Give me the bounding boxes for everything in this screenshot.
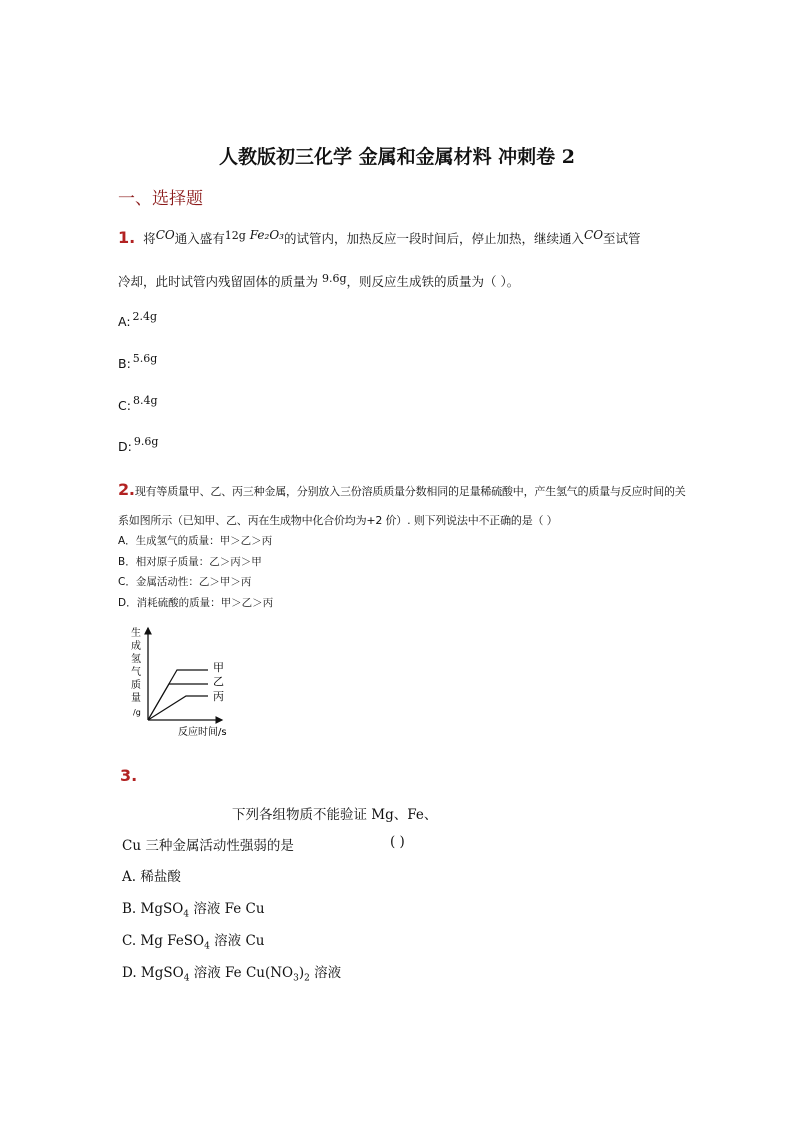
question-1-option-b: B: 5.6g <box>118 352 158 371</box>
question-1-line-1: 1. 将CO通入盛有12g Fe₂O₃的试管内，加热反应一段时间后，停止加热，继续通入CO至试管 <box>118 228 641 247</box>
question-2-line-1: 2.现有等质量甲、乙、丙三种金属，分别放入三份溶质质量分数相同的足量稀硫酸中，产生氢气的质量与反应时间的关 <box>118 480 686 499</box>
series-label-bing: 丙 <box>213 690 224 703</box>
co-formula: CO <box>584 228 604 242</box>
question-1-option-d: D: 9.6g <box>118 435 159 454</box>
y-label-char: 量 <box>131 693 141 704</box>
mass-12g: 12g <box>224 229 246 242</box>
question-3-number: 3. <box>120 766 138 785</box>
question-3-line-1: 下列各组物质不能验证 Mg、Fe、 <box>232 807 438 823</box>
y-label-char: 生 <box>131 628 141 639</box>
y-label-char: 质 <box>131 680 141 691</box>
question-1-option-c: C: 8.4g <box>118 394 158 413</box>
question-3-option-a: A. 稀盐酸 <box>122 869 181 885</box>
hydrogen-time-graph <box>122 622 242 740</box>
question-1-number: 1. <box>118 228 136 247</box>
fe2o3-formula: Fe₂O₃ <box>249 228 284 242</box>
question-2-number: 2. <box>118 480 135 499</box>
question-3-option-c: C. Mg FeSO$_4$ 溶液 Cu <box>122 933 265 952</box>
series-label-jia: 甲 <box>213 661 224 674</box>
question-3-option-d: D. MgSO$_4$ 溶液 Fe $Cu(NO_3)_2$ 溶液 <box>122 965 342 984</box>
question-3-line-2: Cu 三种金属活动性强弱的是 <box>122 838 294 854</box>
y-label-char: 成 <box>131 641 141 652</box>
question-3-answer-paren: ( ) <box>390 834 405 850</box>
x-axis-label: 反应时间/s <box>178 727 227 738</box>
y-label-char: /g <box>133 708 141 717</box>
page-title: 人教版初三化学 金属和金属材料 冲刺卷 2 <box>218 146 576 168</box>
question-2-option-d: D．消耗硫酸的质量：甲＞乙＞丙 <box>118 597 274 609</box>
curve-jia <box>148 670 208 720</box>
mass-9-6g: 9.6g <box>322 272 347 285</box>
y-label-char: 气 <box>131 667 141 678</box>
question-2-option-c: C．金属活动性：乙＞甲＞丙 <box>118 576 252 588</box>
question-2-option-b: B．相对原子质量：乙＞丙＞甲 <box>118 556 262 568</box>
question-1-line-2: 冷却，此时试管内残留固体的质量为 9.6g，则反应生成铁的质量为（ ）。 <box>118 272 520 289</box>
curve-bing <box>148 696 208 720</box>
section-heading: 一、选择题 <box>118 189 203 209</box>
series-label-yi: 乙 <box>213 675 224 688</box>
question-1-option-a: A: 2.4g <box>118 310 158 329</box>
question-2-option-a: A．生成氢气的质量：甲＞乙＞丙 <box>118 535 273 547</box>
y-label-char: 氢 <box>131 654 141 665</box>
co-formula: CO <box>155 228 175 242</box>
question-2-line-2: 系如图所示（已知甲、乙、丙在生成物中化合价均为+2 价）. 则下列说法中不正确的是（ ） <box>118 514 558 527</box>
question-3-option-b: B. MgSO$_4$ 溶液 Fe Cu <box>122 901 265 920</box>
